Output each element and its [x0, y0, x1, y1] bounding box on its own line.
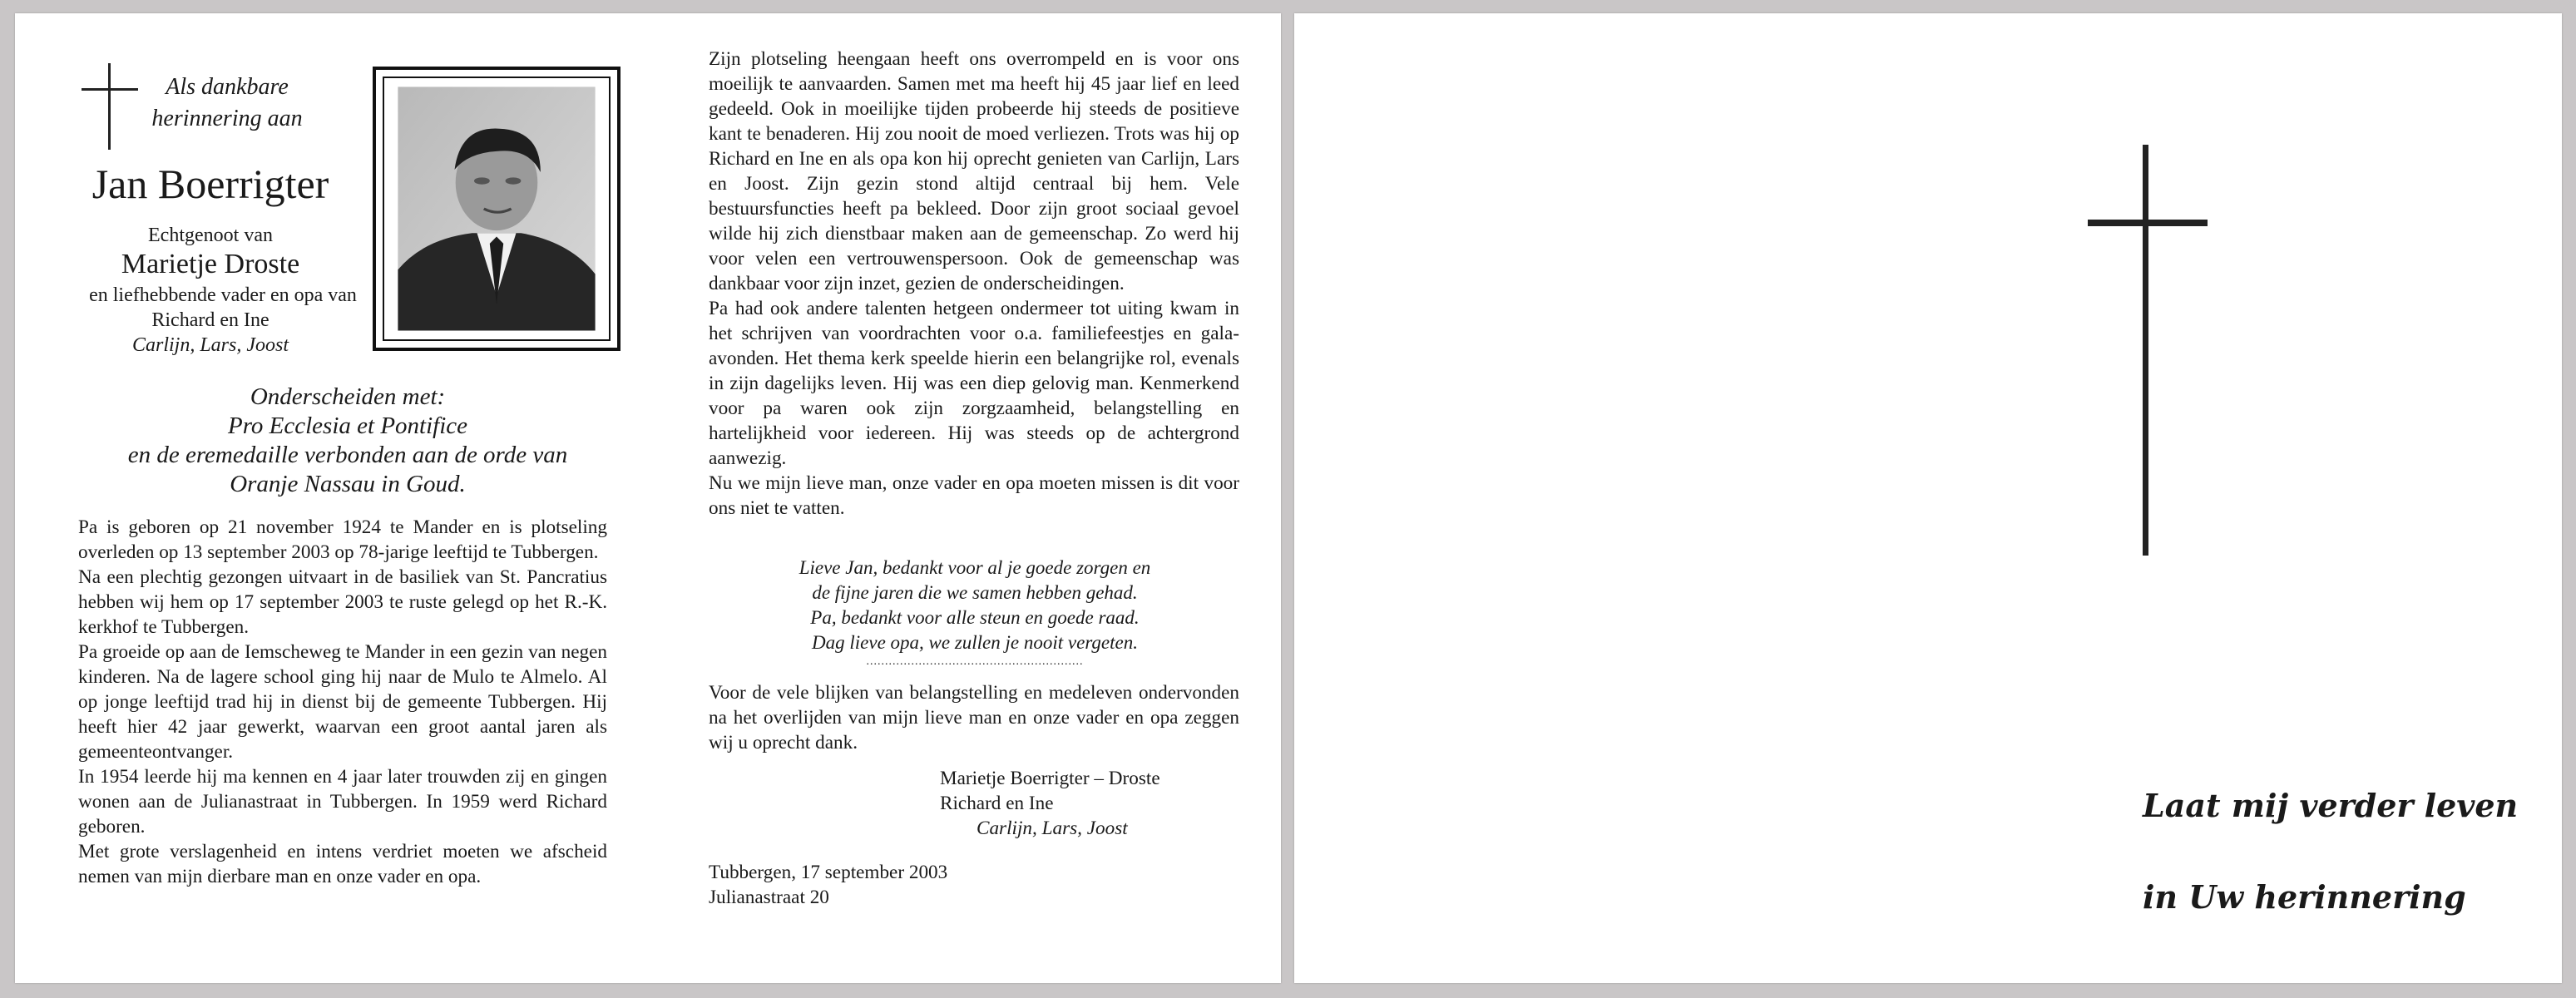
poem-divider: .......................................................... — [866, 655, 1084, 668]
memorial-card-cover — [1294, 13, 2562, 983]
spouse-name: Marietje Droste — [121, 249, 300, 279]
deceased-name: Jan Boerrigter — [91, 161, 329, 207]
bio-paragraph: Met grote verslagenheid en intens verdriet moeten we afscheid nemen van mijn dierbare man en onze vader en opa. — [78, 841, 607, 887]
signature-block — [940, 766, 1239, 841]
address: Julianastraat 20 — [709, 887, 829, 908]
spouse-label: Echtgenoot van — [148, 225, 273, 246]
poem — [709, 556, 1241, 669]
tribute-paragraph: Pa had ook andere talenten hetgeen ondermeer tot uiting kwam in het schrijven van voordrachten voor o.a. familiefeestjes en gala-avonden. Het thema kerk speelde hierin een belangrijke rol, evenals in zijn dagelijks leven. Hij was een diep gelovig man. Kenmerkend voor pa waren ook zijn zorgzaamheid, belangstelling en hartelijkheid voor iedereen. Hij was steeds op de achtergrond aanwezig. — [709, 298, 1239, 469]
poem-line: de fijne jaren die we samen hebben gehad. — [812, 582, 1138, 603]
bio-paragraph: In 1954 leerde hij ma kennen en 4 jaar later trouwden zij en gingen wonen aan de Julianastraat in Tubbergen. In 1959 werd Richard geboren. — [78, 766, 607, 837]
children-names: Richard en Ine — [151, 309, 269, 331]
intro-text: Als dankbare herinnering aan — [151, 74, 303, 131]
memorial-card-inside — [15, 13, 1281, 983]
poem-line: Lieve Jan, bedankt voor al je goede zorgen en — [799, 557, 1151, 578]
tribute-paragraph: Nu we mijn lieve man, onze vader en opa moeten missen is dit voor ons niet te vatten. — [709, 472, 1239, 519]
honors-line-2: en de eremedaille verbonden aan de orde van — [127, 442, 568, 468]
bio-paragraph: Na een plechtig gezongen uitvaart in de basiliek van St. Pancratius hebben wij hem op 17 september 2003 te ruste gelegd op het R.-K. kerkhof te Tubbergen. — [78, 566, 607, 638]
verse-line-1: Laat mij verder leven — [2143, 787, 2519, 824]
bio-paragraph: Pa groeide op aan de Iemscheweg te Mander in een gezin van negen kinderen. Na de lagere school ging hij naar de Mulo te Almelo. Al op jonge leeftijd trad hij in dienst bij de gemeente Tubbergen. Hij heeft hier 42 jaar gewerkt, waarvan een groot aantal jaren als gemeenteontvanger. — [78, 641, 607, 763]
thanks-text: Voor de vele blijken van belangstelling en medeleven ondervonden na het overlijden van mijn lieve man en onze vader en opa zeggen wij u oprecht dank. — [709, 682, 1239, 753]
honors-heading: Onderscheiden met: — [250, 383, 446, 410]
poem-line: Dag lieve opa, we zullen je nooit vergeten. — [812, 632, 1138, 653]
biography-text — [78, 515, 607, 889]
grandchildren-names: Carlijn, Lars, Joost — [131, 334, 289, 356]
honors-line-3: Oranje Nassau in Goud. — [230, 471, 466, 497]
bio-paragraph: Pa is geboren op 21 november 1924 te Mander en is plotseling overleden op 13 september 2003 op 78-jarige leeftijd te Tubbergen. — [78, 516, 607, 563]
honors-line-1: Pro Ecclesia et Pontifice — [227, 413, 468, 439]
signature-line: Marietje Boerrigter – Droste — [940, 768, 1160, 789]
poem-line: Pa, bedankt voor alle steun en goede raad. — [810, 607, 1140, 628]
place-date: Tubbergen, 17 september 2003 — [709, 862, 948, 883]
portrait-photo — [373, 67, 621, 351]
signature-line: Richard en Ine — [940, 793, 1054, 814]
relation-line: en liefhebbende vader en opa van — [89, 284, 357, 306]
verse-line-2: in Uw herinnering — [2143, 878, 2466, 916]
tribute-text — [709, 47, 1239, 521]
signature-line: Carlijn, Lars, Joost — [977, 818, 1128, 839]
tribute-paragraph: Zijn plotseling heengaan heeft ons overrompeld en is voor ons moeilijk te aanvaarden. Samen met ma heeft hij 45 jaar lief en leed gedeeld. Ook in moeilijke tijden probeerde hij steeds de positieve kant te benaderen. Hij zou nooit de moed verliezen. Trots was hij op Richard en Ine en als opa kon hij oprecht genieten van Carlijn, Lars en Joost. Zijn gezin stond altijd centraal bij hem. Vele bestuursfuncties heeft pa bekleed. Door zijn groot sociaal gevoel wilde hij zich dienstbaar maken aan de gemeenschap. Zo werd hij voor velen een vertrouwenspersoon. Ook de gemeenschap was dankbaar voor zijn inzet, gezien de onderscheidingen. — [709, 48, 1239, 294]
